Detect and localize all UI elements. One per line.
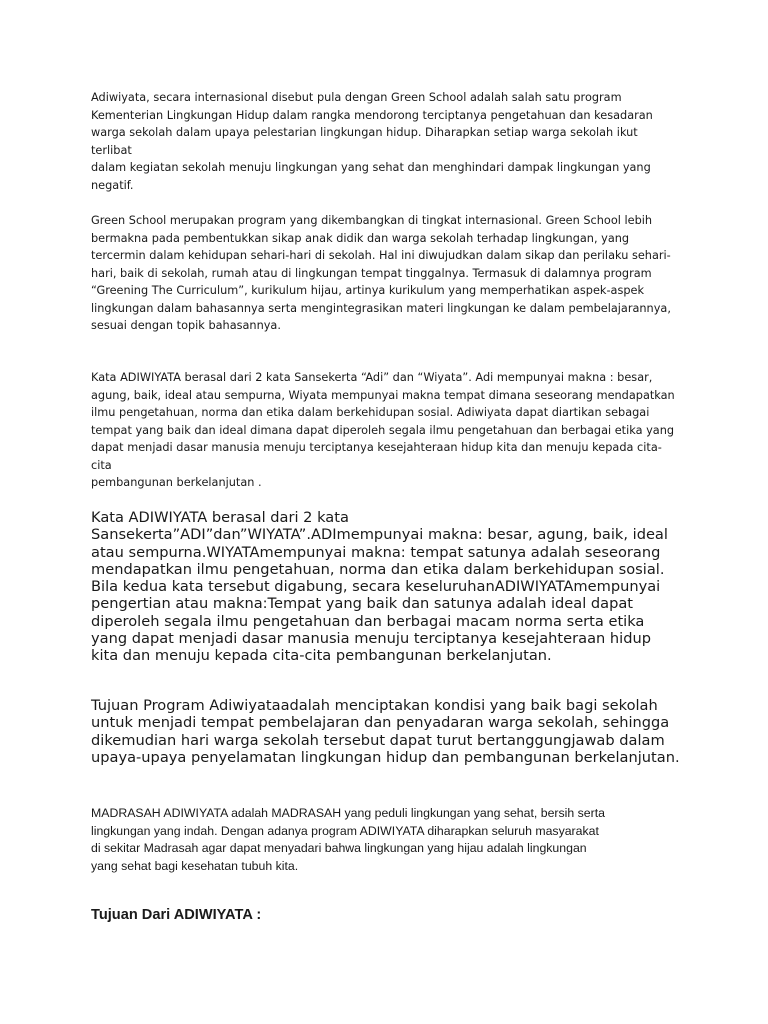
paragraph-madrasah-adiwiyata: MADRASAH ADIWIYATA adalah MADRASAH yang peduli lingkungan yang sehat, bersih serta lingkungan yang indah. Dengan adanya program ADIWIYATA diharapkan seluruh masyarakat di sekitar Madrasah agar dapat menyadari bahwa lingkungan yang hijau adalah lingkungan yang sehat bagi kesehatan tubuh kita. <box>91 806 605 873</box>
paragraph-adiwiyata-meaning: Kata ADIWIYATA berasal dari 2 kata Sansekerta”ADI”dan”WIYATA”.ADImempunyai makna: besar, agung, baik, ideal atau sempurna.WIYATAmempunyai makna: tempat satunya adalah seseorang mendapatkan ilmu pengetahuan, norma dan etika dalam berkehidupan sosial. Bila kedua kata tersebut digabung, secara keseluruhanADIWIYATAmempunyai pengertian atau makna:Tempat yang baik dan satunya adalah ideal dapat diperoleh segala ilmu pengetahuan dan berbagai macam norma serta etika yang dapat menjadi dasar manusia menuju terciptanya kesejahteraan hidup kita dan menuju kepada cita-cita pembangunan berkelanjutan. <box>91 509 668 665</box>
paragraph-program-goal: Tujuan Program Adiwiyataadalah menciptakan kondisi yang baik bagi sekolah untuk menjadi tempat pembelajaran dan penyadaran warga sekolah, sehingga dikemudian hari warga sekolah tersebut dapat turut bertanggungjawab dalam upaya-upaya penyelamatan lingkungan hidup dan pembangunan berkelanjutan. <box>91 697 680 766</box>
paragraph-green-school-international: Green School merupakan program yang dikembangkan di tingkat internasional. Green School lebih bermakna pada pembentukkan sikap anak didik dan warga sekolah terhadap lingkungan, yang tercermin dalam kehidupan sehari-hari di sekolah. Hal ini diwujudkan dalam sikap dan perilaku sehari- hari, baik di sekolah, rumah atau di lingkungan tempat tinggalnya. Termasuk di dalamnya program “Greening The Curriculum”, kurikulum hijau, artinya kurikulum yang memperhatikan aspek-aspek lingkungan dalam bahasannya serta mengintegrasikan materi lingkungan ke dalam pembelajarannya, sesuai dengan topik bahasannya. <box>91 214 671 332</box>
paragraph-green-school-intro: Adiwiyata, secara internasional disebut pula dengan Green School adalah salah satu program Kementerian Lingkungan Hidup dalam rangka mendorong terciptanya pengetahuan dan kesadaran warga sekolah dalam upaya pelestarian lingkungan hidup. Diharapkan setiap warga sekolah ikut terlibat dalam kegiatan sekolah menuju lingkungan yang sehat dan menghindari dampak lingkungan yang negatif. <box>91 91 653 192</box>
paragraph-adiwiyata-etymology: Kata ADIWIYATA berasal dari 2 kata Sansekerta “Adi” dan “Wiyata”. Adi mempunyai makna : besar, agung, baik, ideal atau sempurna, Wiyata mempunyai makna tempat dimana seseorang mendapatkan ilmu pengetahuan, norma dan etika dalam berkehidupan sosial. Adiwiyata dapat diartikan sebagai tempat yang baik dan ideal dimana dapat diperoleh segala ilmu pengetahuan dan berbagai etika yang dapat menjadi dasar manusia menuju terciptanya kesejahteraan hidup kita dan menuju kepada cita-cita pembangunan berkelanjutan . <box>91 371 675 489</box>
section-heading-goals: Tujuan Dari ADIWIYATA : <box>91 907 262 923</box>
